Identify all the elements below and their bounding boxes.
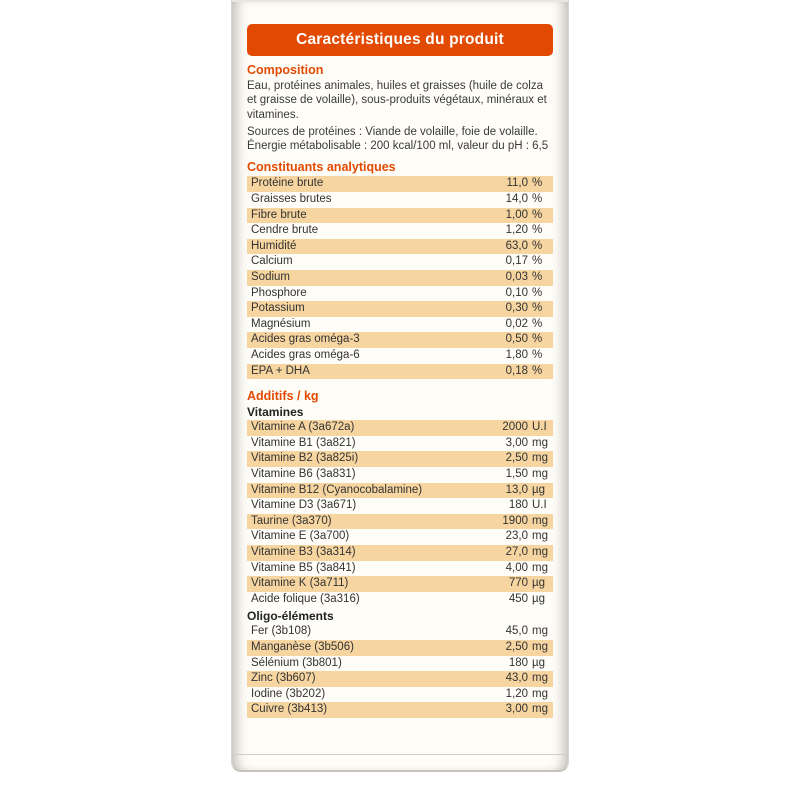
row-value: 2,50 (505, 452, 528, 465)
row-value: 0,10 (505, 286, 528, 299)
row-unit: % (532, 333, 543, 346)
row-unit: % (532, 239, 543, 252)
vitamines-table (247, 420, 553, 607)
row-unit: % (532, 364, 543, 377)
row-label: Vitamine B6 (3a831) (251, 467, 356, 480)
row-unit: mg (532, 625, 548, 638)
table-row (247, 656, 553, 672)
row-unit: % (532, 193, 543, 206)
label-content (232, 2, 568, 718)
composition-heading: Composition (247, 63, 324, 77)
row-value: 14,0 (505, 193, 528, 206)
row-label: Vitamine B1 (3a821) (251, 436, 356, 449)
row-unit: mg (532, 687, 548, 700)
package-fold-line (233, 754, 567, 755)
table-row (247, 576, 553, 592)
row-value: 2000 (502, 421, 528, 434)
row-value: 3,00 (505, 436, 528, 449)
table-row (247, 192, 553, 208)
row-unit: % (532, 255, 543, 268)
row-value: 1,80 (505, 349, 528, 362)
row-unit: µg (532, 592, 546, 605)
row-value: 1,00 (505, 208, 528, 221)
row-unit: % (532, 271, 543, 284)
table-row (247, 514, 553, 530)
row-unit: mg (532, 530, 548, 543)
row-label: Humidité (251, 239, 297, 252)
row-label: Potassium (251, 302, 305, 315)
composition-text-1: Eau, protéines animales, huiles et graisses (huile de colza et graisse de volaille), sous-produits végétaux, minéraux et vitamines. (247, 80, 547, 121)
row-label: Iodine (3b202) (251, 687, 326, 700)
row-unit: % (532, 224, 543, 237)
row-label: Zinc (3b607) (251, 672, 316, 685)
table-row (247, 592, 553, 608)
table-row (247, 317, 553, 333)
table-row (247, 420, 553, 436)
row-label: EPA + DHA (251, 364, 310, 377)
table-row (247, 223, 553, 239)
product-package (231, 0, 569, 800)
table-row (247, 671, 553, 687)
row-label: Sélénium (3b801) (251, 656, 342, 669)
table-row (247, 208, 553, 224)
row-label: Acides gras oméga-3 (251, 333, 360, 346)
row-unit: µg (532, 656, 546, 669)
table-row (247, 451, 553, 467)
label-panel (231, 0, 569, 772)
row-unit: mg (532, 640, 548, 653)
table-row (247, 348, 553, 364)
row-label: Vitamine B2 (3a825i) (251, 452, 359, 465)
row-label: Vitamine A (3a672a) (251, 421, 355, 434)
row-value: 180 (508, 656, 528, 669)
vitamines-heading: Vitamines (247, 405, 304, 420)
row-label: Magnésium (251, 317, 311, 330)
row-unit: mg (532, 467, 548, 480)
row-value: 770 (508, 577, 528, 590)
row-value: 1900 (502, 514, 528, 527)
row-value: 0,18 (505, 364, 528, 377)
table-row (247, 301, 553, 317)
row-value: 0,17 (505, 255, 528, 268)
row-value: 27,0 (505, 545, 528, 558)
table-row (247, 498, 553, 514)
row-value: 45,0 (505, 625, 528, 638)
row-label: Acides gras oméga-6 (251, 349, 360, 362)
row-label: Vitamine B3 (3a314) (251, 545, 356, 558)
row-label: Vitamine B5 (3a841) (251, 561, 356, 574)
row-value: 23,0 (505, 530, 528, 543)
row-label: Graisses brutes (251, 193, 332, 206)
row-value: 1,20 (505, 224, 528, 237)
row-value: 13,0 (505, 483, 528, 496)
table-row (247, 332, 553, 348)
row-value: 63,0 (505, 239, 528, 252)
row-label: Cuivre (3b413) (251, 703, 328, 716)
oligo-heading: Oligo-éléments (247, 609, 334, 624)
table-row (247, 529, 553, 545)
table-row (247, 364, 553, 380)
row-unit: % (532, 349, 543, 362)
row-value: 1,50 (505, 467, 528, 480)
table-row (247, 270, 553, 286)
row-value: 4,00 (505, 561, 528, 574)
row-label: Manganèse (3b506) (251, 640, 354, 653)
header-bar (247, 24, 553, 56)
row-unit: % (532, 317, 543, 330)
table-row (247, 561, 553, 577)
row-unit: % (532, 302, 543, 315)
row-value: 450 (508, 592, 528, 605)
row-unit: mg (532, 452, 548, 465)
row-label: Protéine brute (251, 177, 324, 190)
page-title: Caractéristiques du produit (296, 31, 504, 48)
row-label: Fibre brute (251, 208, 307, 221)
table-row (247, 286, 553, 302)
row-unit: mg (532, 703, 548, 716)
row-unit: % (532, 286, 543, 299)
row-label: Taurine (3a370) (251, 514, 332, 527)
row-value: 0,30 (505, 302, 528, 315)
row-unit: µg (532, 577, 546, 590)
constituants-heading: Constituants analytiques (247, 160, 396, 175)
row-value: 0,02 (505, 317, 528, 330)
row-label: Vitamine E (3a700) (251, 530, 350, 543)
row-unit: mg (532, 672, 548, 685)
table-row (247, 687, 553, 703)
table-row (247, 239, 553, 255)
row-value: 11,0 (506, 177, 528, 190)
row-value: 0,03 (505, 271, 528, 284)
row-label: Sodium (251, 271, 290, 284)
row-unit: mg (532, 514, 548, 527)
row-unit: µg (532, 483, 546, 496)
row-label: Calcium (251, 255, 293, 268)
table-row (247, 624, 553, 640)
table-row (247, 640, 553, 656)
row-label: Cendre brute (251, 224, 319, 237)
row-label: Fer (3b108) (251, 625, 312, 638)
table-row (247, 467, 553, 483)
constituants-table (247, 176, 553, 379)
row-label: Vitamine D3 (3a671) (251, 499, 357, 512)
table-row (247, 436, 553, 452)
table-row (247, 702, 553, 718)
row-value: 1,20 (505, 687, 528, 700)
row-unit: % (532, 177, 543, 190)
table-row (247, 483, 553, 499)
row-unit: mg (532, 561, 548, 574)
additifs-heading: Additifs / kg (247, 389, 319, 404)
row-label: Vitamine B12 (Cyanocobalamine) (251, 483, 423, 496)
row-value: 3,00 (505, 703, 528, 716)
row-unit: mg (532, 436, 548, 449)
oligo-table (247, 624, 553, 718)
row-label: Vitamine K (3a711) (251, 577, 349, 590)
table-row (247, 254, 553, 270)
row-value: 180 (508, 499, 528, 512)
row-unit: % (532, 208, 543, 221)
row-value: 2,50 (505, 640, 528, 653)
row-label: Acide folique (3a316) (251, 592, 360, 605)
row-label: Phosphore (251, 286, 307, 299)
row-value: 0,50 (505, 333, 528, 346)
row-value: 43,0 (505, 672, 528, 685)
row-unit: U.I (532, 499, 547, 512)
row-unit: U.I (532, 421, 547, 434)
composition-text-2: Sources de protéines : Viande de volaille, foie de volaille. Énergie métabolisable : 200 kcal/100 ml, valeur du pH : 6,5 (247, 125, 549, 153)
table-row (247, 176, 553, 192)
table-row (247, 545, 553, 561)
row-unit: mg (532, 545, 548, 558)
